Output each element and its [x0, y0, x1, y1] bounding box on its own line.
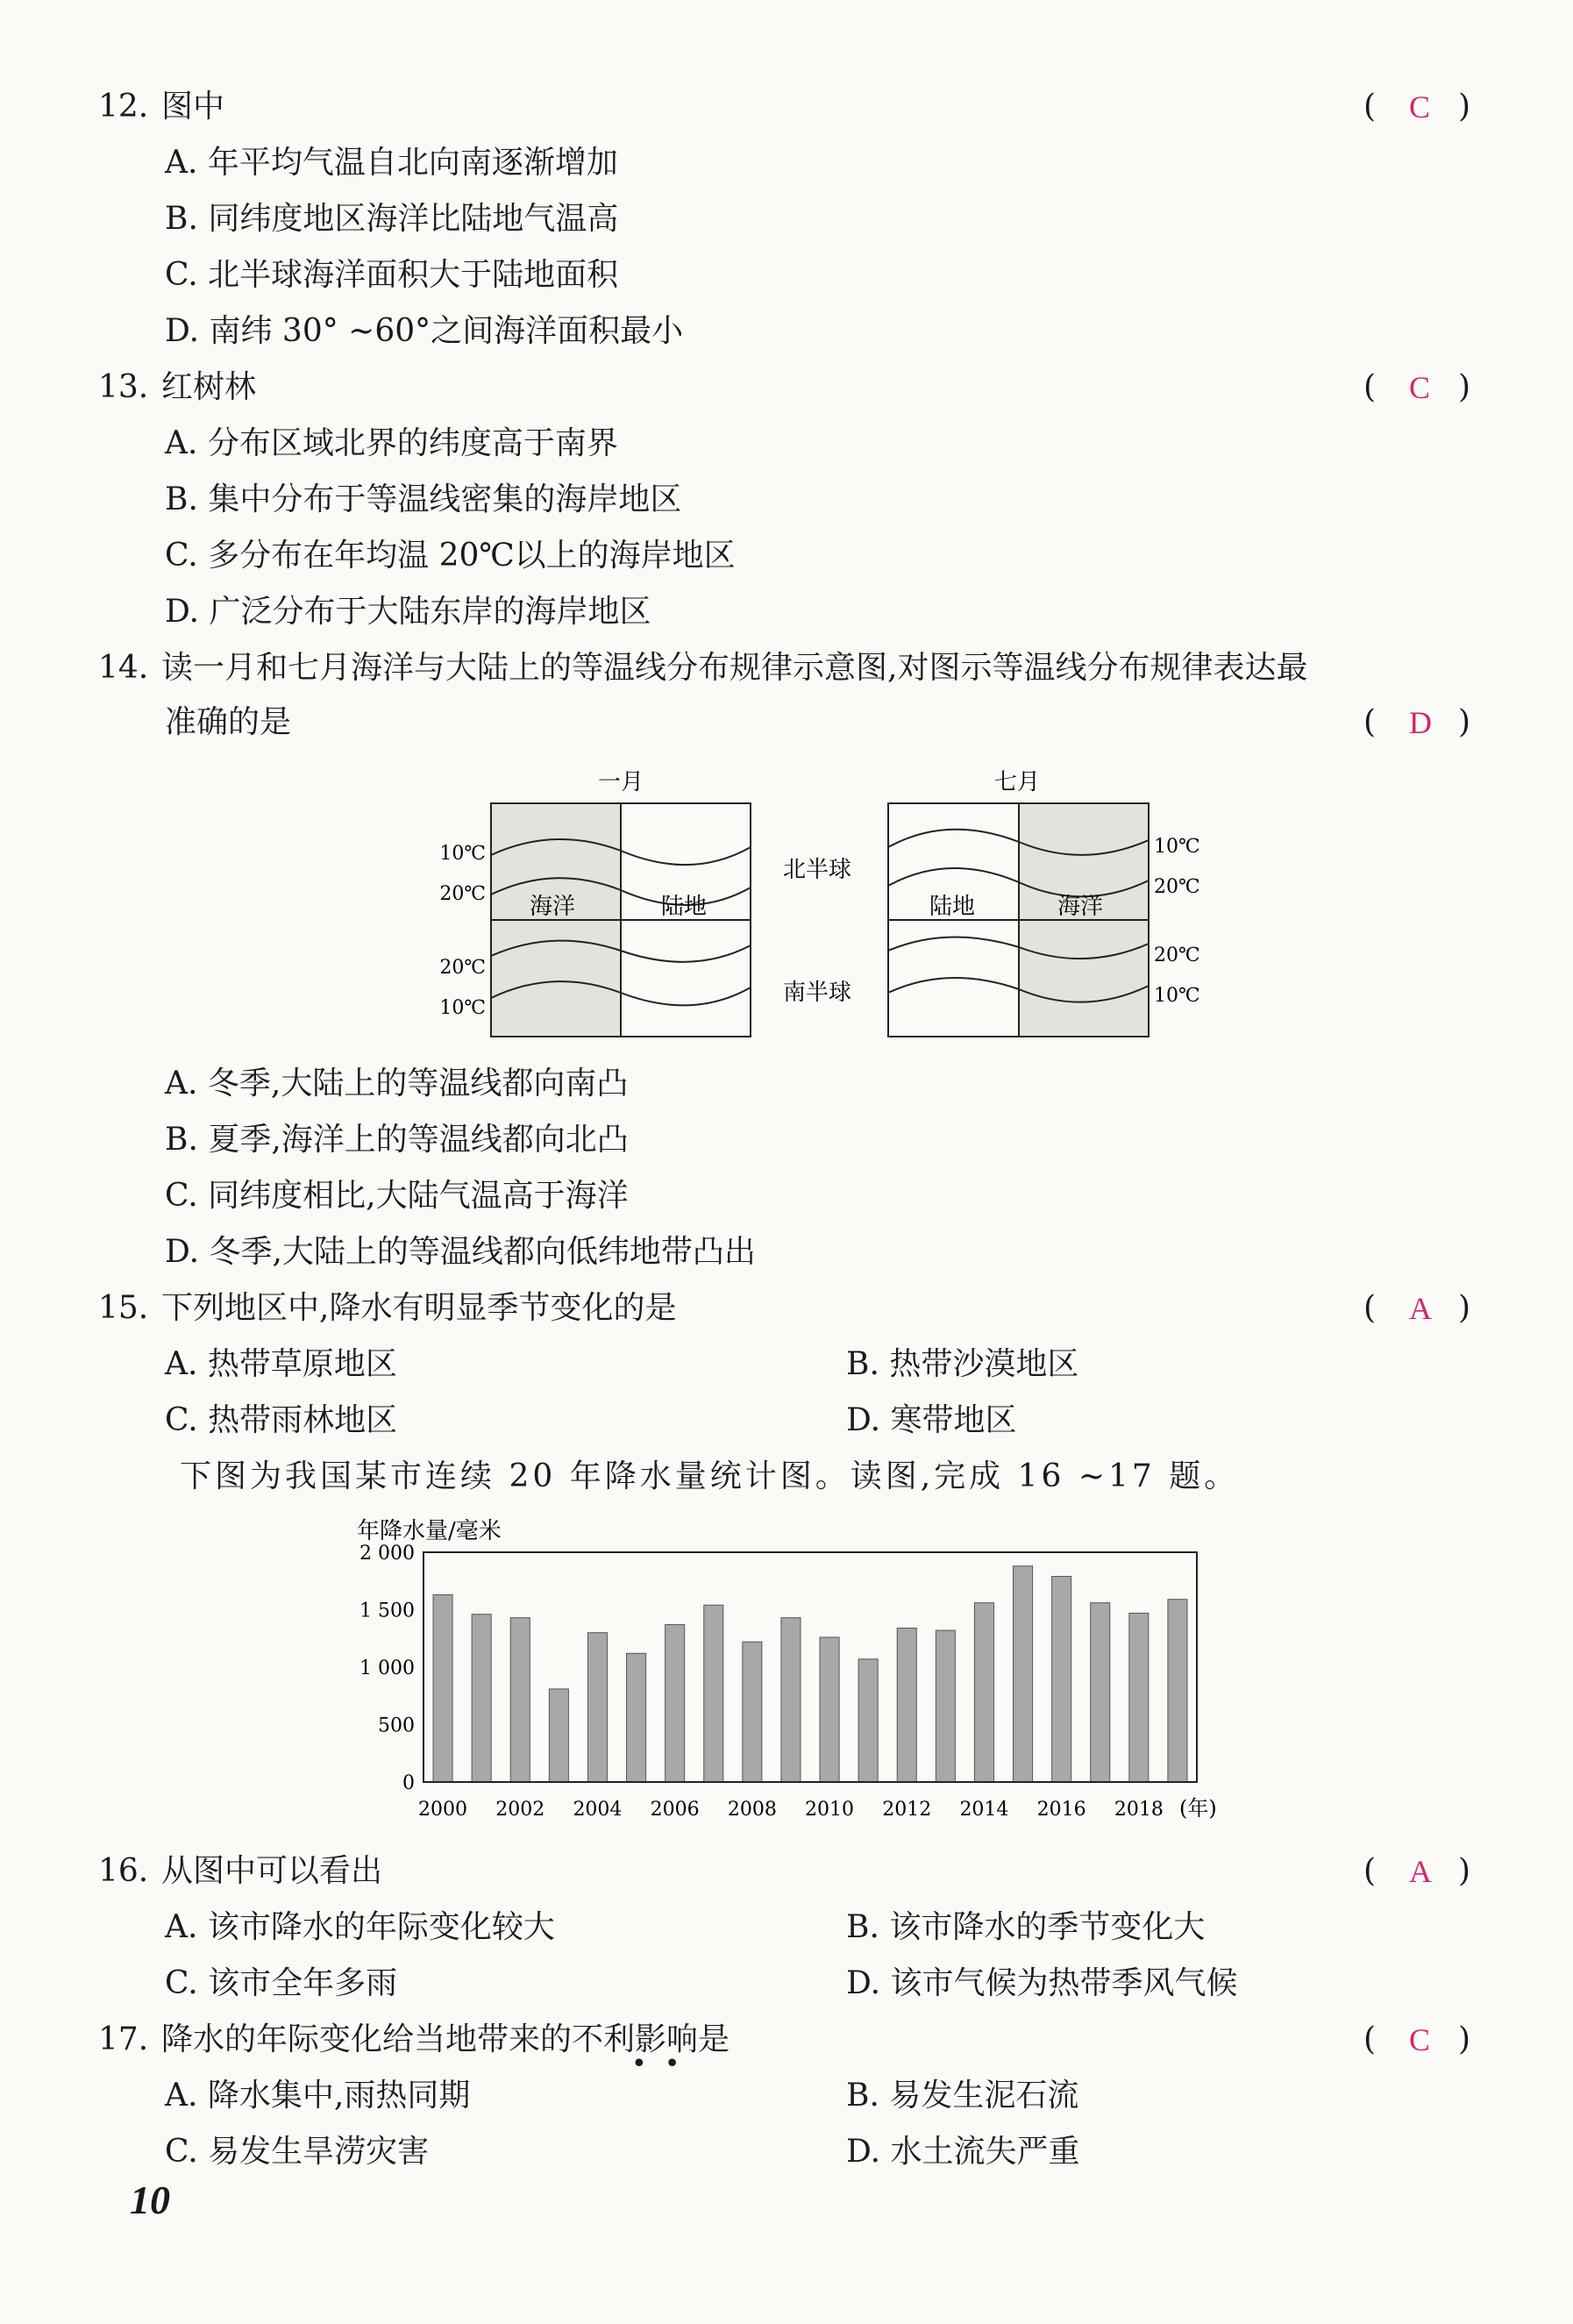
- bar-2019: [1168, 1600, 1187, 1782]
- question-12: [98, 88, 224, 126]
- question-number: 17.: [98, 2021, 149, 2057]
- answer-14: D: [1409, 705, 1432, 740]
- emphasis-dots: ••: [631, 2049, 698, 2079]
- chart-ylabel: 年降水量/毫米: [357, 1518, 502, 1544]
- option-15-c: C. 热带雨林地区: [165, 1402, 398, 1438]
- option-17-d: D. 水土流失严重: [846, 2134, 1080, 2170]
- bar-2015: [1014, 1566, 1033, 1782]
- question-16: [98, 1852, 382, 1891]
- answer-16: A: [1409, 1854, 1432, 1889]
- jul-land-label: 陆地: [929, 894, 976, 920]
- y-tick-label: 1 000: [359, 1657, 415, 1679]
- jan-label-10s: 10℃: [439, 997, 486, 1019]
- x-tick-label: 2010: [805, 1799, 855, 1821]
- option-16-c: C. 该市全年多雨: [165, 1965, 398, 2001]
- option-16-a: A. 该市降水的年际变化较大: [165, 1909, 555, 1945]
- x-tick-label: 2002: [495, 1799, 545, 1821]
- question-number: 14.: [98, 650, 149, 686]
- option-14-d: D. 冬季,大陆上的等温线都向低纬地带凸出: [165, 1234, 756, 1270]
- question-13: [98, 368, 256, 407]
- option-13-b: B. 集中分布于等温线密集的海岸地区: [165, 481, 682, 517]
- option-12-c: C. 北半球海洋面积大于陆地面积: [165, 257, 619, 293]
- option-13-d: D. 广泛分布于大陆东岸的海岸地区: [165, 594, 651, 630]
- south-hemisphere-label: 南半球: [782, 980, 852, 1006]
- bar-2017: [1091, 1603, 1110, 1782]
- bar-2000: [433, 1594, 452, 1782]
- y-tick-label: 1 500: [359, 1600, 415, 1622]
- question-stem: 红树林: [161, 369, 257, 405]
- bar-2018: [1129, 1613, 1149, 1782]
- jan-land-label: 陆地: [660, 894, 708, 920]
- bar-2005: [627, 1653, 646, 1782]
- precipitation-chart: [346, 1508, 1249, 1833]
- option-17-b: B. 易发生泥石流: [846, 2078, 1079, 2114]
- bar-2007: [704, 1605, 723, 1782]
- bar-2014: [974, 1603, 993, 1782]
- option-16-d: D. 该市气候为热带季风气候: [846, 1965, 1238, 2001]
- jan-panel: [439, 803, 751, 1037]
- question-number: 15.: [98, 1290, 149, 1326]
- jan-title: 一月: [597, 769, 644, 795]
- jul-label-20s: 20℃: [1154, 945, 1200, 966]
- isotherm-figure: [421, 763, 1263, 1044]
- y-tick-label: 500: [378, 1714, 415, 1737]
- option-17-c: C. 易发生旱涝灾害: [165, 2134, 430, 2170]
- jul-label-10n: 10℃: [1154, 836, 1200, 858]
- option-15-b: B. 热带沙漠地区: [846, 1346, 1079, 1382]
- question-stem: 下列地区中,降水有明显季节变化的是: [161, 1290, 677, 1326]
- jan-label-10n: 10℃: [439, 843, 486, 865]
- question-number: 13.: [98, 369, 149, 405]
- question-stem: 降水的年际变化给当地带来的不利影响是: [161, 2021, 730, 2057]
- question-stem: 读一月和七月海洋与大陆上的等温线分布规律示意图,对图示等温线分布规律表达最: [161, 650, 1308, 686]
- bar-2013: [936, 1630, 955, 1782]
- answer-15: A: [1409, 1291, 1432, 1326]
- bar-2016: [1052, 1577, 1071, 1782]
- bar-2010: [820, 1637, 839, 1782]
- option-14-c: C. 同纬度相比,大陆气温高于海洋: [165, 1178, 629, 1214]
- jan-label-20s: 20℃: [439, 957, 486, 979]
- question-14: [98, 649, 1307, 688]
- question-stem: 图中: [161, 89, 225, 125]
- question-15: [98, 1289, 676, 1328]
- chart-plot-frame: [424, 1552, 1197, 1782]
- bar-2004: [587, 1633, 607, 1782]
- jul-label-10s: 10℃: [1154, 985, 1200, 1007]
- x-tick-label: 2012: [882, 1799, 932, 1821]
- option-16-b: B. 该市降水的季节变化大: [846, 1909, 1206, 1945]
- question-stem: 从图中可以看出: [161, 1853, 383, 1889]
- x-tick-label: 2004: [573, 1799, 623, 1821]
- option-15-d: D. 寒带地区: [846, 1402, 1017, 1438]
- chart-xlabel: (年): [1179, 1796, 1217, 1821]
- bar-2012: [897, 1628, 916, 1782]
- option-13-c: C. 多分布在年均温 20℃以上的海岸地区: [165, 538, 736, 574]
- x-tick-label: 2016: [1036, 1799, 1086, 1821]
- x-tick-label: 2018: [1114, 1799, 1164, 1821]
- jul-panel: [888, 803, 1200, 1037]
- north-hemisphere-label: 北半球: [782, 857, 852, 883]
- option-13-a: A. 分布区域北界的纬度高于南界: [165, 425, 618, 461]
- page-number: 10: [130, 2178, 170, 2222]
- option-17-a: A. 降水集中,雨热同期: [165, 2078, 471, 2114]
- question-14-stem-line2: 准确的是: [165, 704, 292, 740]
- jan-ocean-label: 海洋: [529, 894, 576, 920]
- question-number: 12.: [98, 89, 149, 125]
- bar-2003: [549, 1689, 568, 1782]
- bar-2009: [781, 1618, 801, 1782]
- worksheet-page: 12. 图中 ( C ) A. 年平均气温自北向南逐渐增加 B. 同纬度地区海洋比陆地气温高 C. 北半球海洋面积大于陆地面积 D. 南纬 30° ~60°之间海洋面积最小 13. 红树林 ( C ) A. 分布区域北界的纬度高于南界 B. 集中分布于等温线密集的海岸地区 C. 多分布在年均温 20℃以上的海岸地区 D. 广泛分布于大陆东岸的海岸地区 14. 读一月和七月海洋与大陆上的等温线分布规律示意图,对图示等温线分布规律表达最 准确的是 ( D ) 一月 七月 海洋 陆地 10℃ 20℃ 20℃ 10℃ 北半球 南半球 陆地 海洋 10℃ 20℃ 20℃ 10℃ A. 冬季,大陆上的等温线都向南凸 B. 夏季,海洋上的等温线都向北凸 C. 同纬度相比,大陆气温高于海洋 D. 冬季,大陆上的等温线都向低纬地带凸出 15. 下列地区中,降水有明显季节变化的是 ( A ) A. 热带草原地区 B. 热带沙漠地区 C. 热带雨林地区 D. 寒带地区 下图为我国某市连续 20 年降水量统计图。读图,完成 16 ~17 题。 年降水量/毫米 0 500 1 000 1 500 2 000 2000 2002 2004 2006 2008 2010 2012 2014 2016 2018 (年) 16. 从图中可以看出 ( A ) A. 该市降水的年际变化较大 B. 该市降水的季节变化大 C. 该市全年多雨 D. 该市气候为热带季风气候 17. 降水的年际变化给当地带来的不利影响是 •• ( C ) A. 降水集中,雨热同期 B. 易发生泥石流 C. 易发生旱涝灾害 D. 水土流失严重 10: [98, 89, 1471, 2222]
- x-tick-label: 2006: [650, 1799, 700, 1821]
- option-12-a: A. 年平均气温自北向南逐渐增加: [165, 145, 618, 181]
- y-tick-label: 2 000: [359, 1543, 415, 1565]
- y-tick-label: 0: [402, 1772, 415, 1794]
- jul-ocean-label: 海洋: [1057, 894, 1104, 920]
- question-number: 16.: [98, 1853, 149, 1889]
- jul-title: 七月: [993, 769, 1041, 795]
- answer-12: C: [1409, 89, 1431, 125]
- jan-label-20n: 20℃: [439, 883, 486, 905]
- bar-2002: [510, 1618, 530, 1782]
- x-tick-label: 2000: [418, 1799, 468, 1821]
- bar-2008: [743, 1642, 762, 1782]
- option-15-a: A. 热带草原地区: [165, 1346, 397, 1382]
- jul-label-20n: 20℃: [1154, 876, 1200, 898]
- bar-2011: [858, 1659, 878, 1782]
- option-14-b: B. 夏季,海洋上的等温线都向北凸: [165, 1122, 629, 1158]
- answer-13: C: [1409, 370, 1431, 405]
- x-tick-label: 2014: [959, 1799, 1009, 1821]
- intro-16-17: 下图为我国某市连续 20 年降水量统计图。读图,完成 16 ~17 题。: [180, 1458, 1240, 1494]
- x-tick-label: 2008: [727, 1799, 777, 1821]
- bar-2001: [472, 1615, 491, 1782]
- answer-17: C: [1409, 2022, 1431, 2057]
- option-14-a: A. 冬季,大陆上的等温线都向南凸: [165, 1066, 629, 1101]
- bar-2006: [666, 1625, 685, 1782]
- option-12-b: B. 同纬度地区海洋比陆地气温高: [165, 201, 619, 237]
- option-12-d: D. 南纬 30° ~60°之间海洋面积最小: [165, 313, 684, 349]
